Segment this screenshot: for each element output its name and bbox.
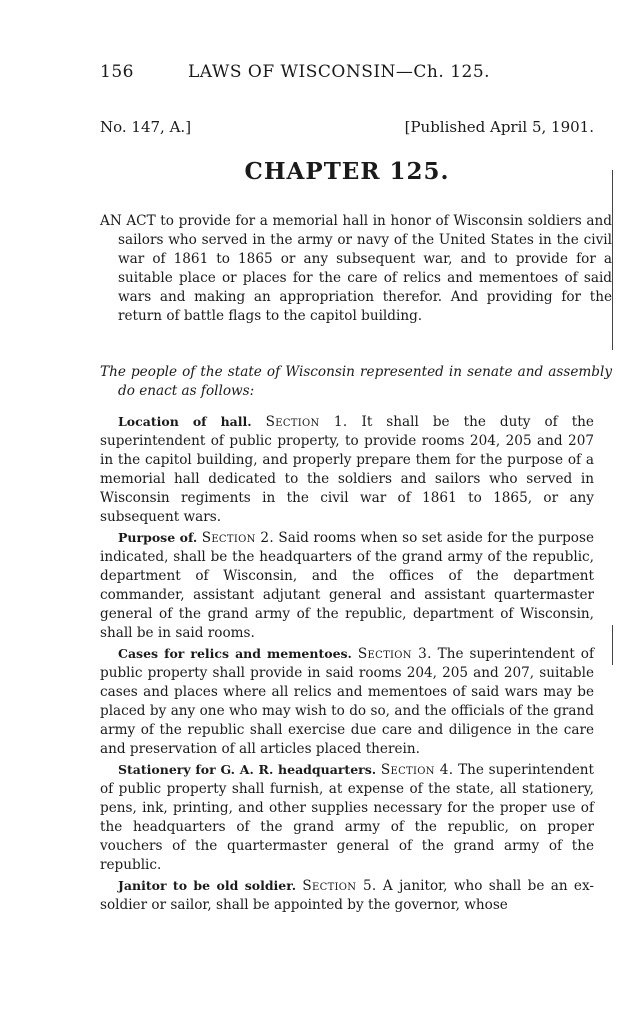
- publication-line: [100, 118, 594, 136]
- section-paragraph: [100, 760, 594, 875]
- chapter-heading: CHAPTER 125.: [244, 158, 450, 185]
- section-label: Section 4.: [380, 762, 454, 778]
- act-title: AN ACT to provide for a memorial hall in honor of Wisconsin soldiers and sailors who served in the army or navy of the United States in the civil war of 1861 to 1865 or any subsequent war, and to provide for a suitable place or places for the care of relics and mementoes of said wars and making an appropriation therefor. And providing for the return of battle flags to the capitol building.: [100, 213, 612, 324]
- publication-date: [Published April 5, 1901.: [404, 118, 594, 136]
- section-text: The superintendent of public property shall furnish, at expense of the state, all stationery, pens, ink, printing, and other supplies necessary for the proper use of the headquarters of the grand army of the republic, on proper vouchers of the quartermaster general of the grand army of the republic.: [100, 762, 594, 873]
- section-sidenote: Stationery for G. A. R. headquarters.: [118, 762, 377, 777]
- section-paragraph: [100, 644, 594, 759]
- enacting-clause: The people of the state of Wisconsin represented in senate and assembly do enact as follows:: [100, 364, 612, 399]
- bill-number: No. 147, A.]: [100, 118, 192, 136]
- page-number: 156: [100, 62, 134, 82]
- margin-scan-mark: [612, 625, 613, 665]
- section-text: The superintendent of public property shall provide in said rooms 204, 205 and 207, suitable cases and places where all relics and mementoes of said wars may be placed by any one who may wish to do so, and the officials of the grand army of the republic shall exercise due care and diligence in the care and preservation of all articles placed therein.: [100, 646, 595, 757]
- section-label: Section 3.: [357, 646, 432, 662]
- section-paragraph: [100, 528, 594, 643]
- section-paragraph: [100, 412, 594, 527]
- section-label: Section 2.: [201, 530, 274, 546]
- section-label: Section 5.: [302, 878, 377, 894]
- running-header: [100, 62, 490, 82]
- running-title: LAWS OF WISCONSIN—Ch. 125.: [188, 62, 491, 82]
- section-text: It shall be the duty of the superintendent of public property, to provide rooms 204, 205 and 207 in the capitol building, and properly prepare them for the purpose of a memorial hall dedicated to the soldiers and sailors who served in Wisconsin regiments in the civil war of 1861 to 1865, or any subsequent wars.: [100, 414, 594, 525]
- margin-scan-mark: [612, 170, 613, 350]
- section-sidenote: Purpose of.: [118, 530, 198, 545]
- sections-body: [100, 412, 594, 916]
- section-text: A janitor, who shall be an ex-soldier or sailor, shall be appointed by the governor, whose: [100, 878, 594, 913]
- section-sidenote: Location of hall.: [118, 414, 252, 429]
- section-text: Said rooms when so set aside for the purpose indicated, shall be the headquarters of the grand army of the republic, department of Wisconsin, and the offices of the department commander, assistant adjutant general and assistant quartermaster general of the grand army of the republic, department of Wisconsin, shall be in said rooms.: [100, 530, 594, 641]
- section-paragraph: [100, 876, 594, 915]
- section-label: Section 1.: [265, 414, 348, 430]
- section-sidenote: Cases for relics and mementoes.: [118, 646, 352, 661]
- section-sidenote: Janitor to be old soldier.: [118, 878, 297, 893]
